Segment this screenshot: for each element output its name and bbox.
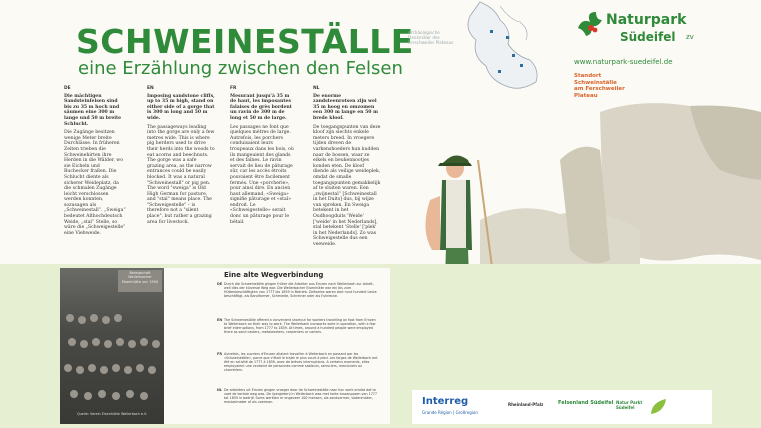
footer-logos	[412, 390, 712, 424]
box-heading: Eine alte Wegverbindung	[224, 271, 324, 279]
box-text: Durch die Schweinetälle gingen früher die Arbeiter aus Ernzen nach Weilerbach zur Arbeit, weil dies der kürzeste Weg war. Die Weilerbacher Eisenhütte war ein bis zum Hüttenbeschäftigten von 1777 bis 1859 in Betrieb. Zeitweise waren dort rund hundert Leute beschäftigt, als Bandformer, Schmiede, Schreiner oder als Fuhrleute.	[224, 282, 377, 299]
page-title: SCHWEINESTÄLLE	[76, 22, 414, 61]
map-label	[408, 30, 453, 45]
lang-tag: DE	[64, 86, 71, 91]
photo-people	[60, 268, 164, 424]
location-line: Schweinställe	[574, 79, 617, 86]
photo-caption-bottom: Quelle: Verein Eisenhütte Weilerbach e.V.	[76, 412, 148, 416]
holly-leaf-icon	[574, 8, 606, 40]
box-paragraph-fr	[217, 352, 378, 373]
logo-name-line2: Südeifel	[620, 30, 676, 44]
location-label	[574, 73, 625, 99]
column-body: The passageways leading into the gorge are only a few metres wide. This is where pig herders used to drive their herds into the woods to eat acorns and beechnuts. The gorge was a safe grazing area, as the narrow entrances could be easily blocked. It was a natural "Schweinestall" or pig pen. The word "sweiga" is Old High German for pasture, and "stal" means place. The "Schweigestelle" – is therefore not a "silent place", but rather a grazing area for livestock.	[147, 124, 215, 225]
lang-tag: NL	[313, 86, 320, 91]
rlp-logo: Rheinland-Pfalz	[508, 402, 544, 407]
column-body: Die Zugänge besitzen wenige Meter breite Durchlässe. In früheren Zeiten trieben die Schweinehirten ihre Herden in die Wälder, wo sie Eicheln und Buchecker fraßen. Die Schlucht diente als sicherer Weideplatz, da die schmalen Zugänge leicht verschlossen werden konnten, sozusagen als „Schweinestall“. „Sweiga“ bedeutet Althochdeutsch Weide, „stal“ Stelle, so wäre die „Schweigestelle“ eine Viehweide.	[64, 130, 126, 236]
box-paragraph-en	[217, 318, 378, 335]
lang-tag: FR	[217, 352, 222, 356]
location-line: Plateau	[574, 92, 598, 99]
box-text: De arbeiders uit Ernzen gingen vroeger door de Schweineställe naar hun werk omdat dat te voet de kortste weg was. De ijzergieterij in Weilerbach was met korte tussenpozen van 1777 tot 1859 in bedrijf. Soms werkten er ongeveer 100 mensen, als zandvormer, slotenmaker, meubelmaker of als voerman.	[224, 388, 378, 405]
leaf-icon	[648, 396, 670, 418]
text-column-fr	[230, 86, 296, 228]
text-column-de	[64, 86, 126, 239]
map-label-line: Archäologische	[408, 30, 440, 35]
column-lead: Die mächtigen Sandsteinfelsen sind bis zu 35 m hoch und säumen eine 300 m lange und 50 m breite Schlucht.	[64, 93, 122, 127]
logo-name-line1: Naturpark	[606, 12, 687, 28]
box-paragraph-de	[217, 282, 378, 299]
column-lead: Imposing sandstone cliffs, up to 35 m high, stand on either side of a gorge that is 300 m long and 50 m wide.	[147, 93, 215, 121]
column-lead: Mesurant jusqu'à 35 m de haut, les imposantes falaises de grès bordent un ravin de 300 m de long et 50 m de large.	[230, 93, 292, 121]
location-line: am Ferschweiler	[574, 86, 625, 93]
column-body: De toegangspunten van deze kloof zijn slechts enkele meters breed. In vroegere tijden dreven de varkenshoeders hun kudden naar de bossen, waar ze eikels en beukennootjes konden eten. De kloof diende als veilige weideplek, omdat de smalle toegangspunten gemakkelijk af te sluiten waren. Een „zwijnestal“ [Schweinestall in het Duits] dus, bij wijze van spreken. En Sweiga betekent in het Oudhoogduits 'Weide' ['weide' in het Nederlands], stal betekent 'Stelle' ['plek' in het Nederlands]. Zo was Schweigestelle dus een veeweide.	[313, 124, 381, 248]
location-line: Standort	[574, 73, 602, 79]
column-lead: De enorme zandsteenrotsen zijn wel 35 m hoog en omzomen een 300 m lange en 50 m brede kloof.	[313, 93, 378, 121]
lang-tag: EN	[147, 86, 154, 91]
lang-tag: NL	[217, 388, 222, 392]
map-label-line: Ferschweiler Plateaus	[408, 40, 454, 45]
box-paragraph-nl	[217, 388, 378, 405]
felsenland-logo: Felsenland Südeifel	[558, 400, 614, 406]
column-body: Les passages ne font que quelques mètres de large. Autrefois, les porchers conduisaient leurs troupeaux dans les bois, où ils mangeaient des glands et des faînes. Le ravin servait de lieu de pâturage sûr, car les accès étroits pouvaient être facilement fermés. Une «porcherie», pour ainsi dire. En ancien haut allemand, «Sweiga» signifie pâturage et «stal» endroit. Le «Schweigestelle» serait donc un pâturage pour le bétail.	[230, 124, 294, 225]
logo-suffix: zv	[686, 33, 694, 41]
page-subtitle: eine Erzählung zwischen den Felsen	[78, 58, 403, 79]
sudeifel-logo: Natur Parkt Südeifel	[616, 400, 643, 410]
historical-photo	[60, 268, 164, 424]
website-link[interactable]: www.naturpark-suedeifel.de	[574, 58, 673, 66]
text-column-nl	[313, 86, 381, 251]
lang-tag: DE	[217, 282, 223, 286]
photo-caption-top: Belegschaft Weilerbacher Eisenhütte vor 1900	[121, 271, 159, 284]
text-column-en	[147, 86, 215, 228]
lang-tag: EN	[217, 318, 223, 322]
location-map	[450, 0, 570, 96]
map-label-line: Denkmäler des	[408, 35, 440, 40]
interreg-subtitle: Grande Région | Großregion	[422, 410, 478, 415]
interreg-logo: Interreg	[422, 396, 469, 407]
box-text: Autrefois, les ouvriers d'Ernzen allaient travailler à Weilerbach en passant par les «Schweinetälle», parce que c'était le trajet le plus court à pied. Les forges de Weilerbach ont été en activité de 1777 à 1859, avec de brèves interruptions. A certains moments, elles employaient une centaine de personnes comme sableurs, serruriers, menuisiers ou charretiers.	[224, 352, 378, 373]
box-text: The Schweineställe offered a convenient shortcut for workers travelling on foot from Ernzen to Weilerbach on their way to work. The Weilerbach ironworks were in operation, with a few brief interruptions, from 1777 to 1859. At times, around a hundred people were employed there as sand casters, metalworkers, carpenters or carters.	[224, 318, 376, 335]
lang-tag: FR	[230, 86, 237, 91]
